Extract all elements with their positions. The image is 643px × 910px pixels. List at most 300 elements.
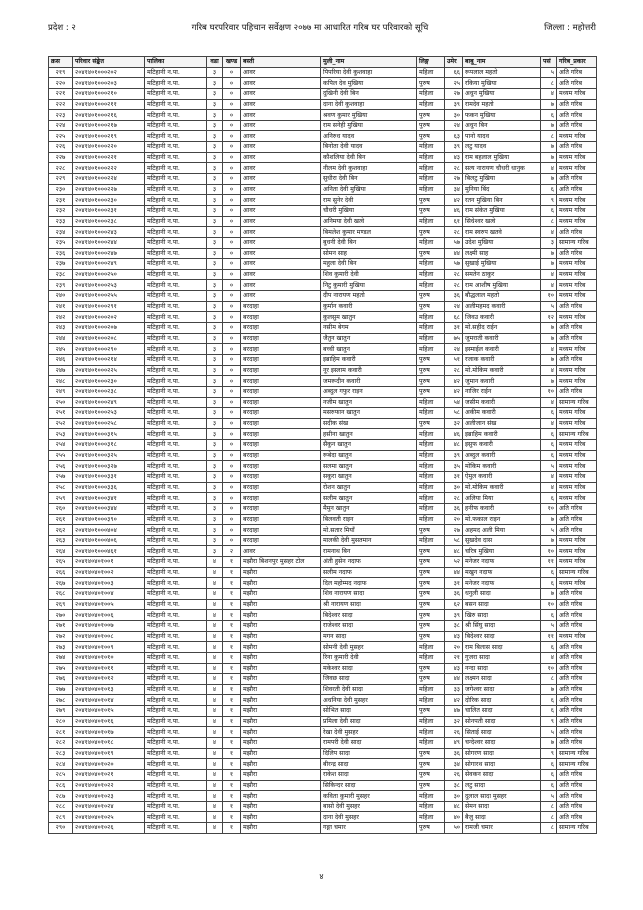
page-number: ४ bbox=[319, 872, 324, 881]
household-code-cell: २०४१४०१०००२५० bbox=[73, 269, 145, 280]
father-name-cell: बौद्धलाल महतो bbox=[463, 291, 541, 302]
block-cell: १ bbox=[223, 578, 241, 589]
family-size-cell: ५ bbox=[541, 525, 557, 536]
settlement-cell: आवर bbox=[241, 131, 321, 142]
head-name-cell: हसीना खातुन bbox=[321, 429, 417, 440]
head-name-cell: अनिमया देवी खत्वे bbox=[321, 216, 417, 227]
municipality-cell: मटिहानी न.पा. bbox=[145, 482, 207, 493]
father-name-cell: नन्दा सादा bbox=[463, 663, 541, 674]
father-name-cell: लटु यादव bbox=[463, 142, 541, 153]
poverty-type-cell: सामान्य गरिब bbox=[557, 748, 597, 759]
ward-cell: ३ bbox=[207, 78, 223, 89]
municipality-cell: मटिहानी न.पा. bbox=[145, 259, 207, 270]
ward-cell: ३ bbox=[207, 131, 223, 142]
household-code-cell: २०४१४०१०००२५८ bbox=[73, 418, 145, 429]
municipality-cell: मटिहानी न.पा. bbox=[145, 514, 207, 525]
block-cell: १ bbox=[223, 823, 241, 834]
father-name-cell: बिलटु मुखिया bbox=[463, 174, 541, 185]
father-name-cell: अलीमहमद कवारी bbox=[463, 301, 541, 312]
head-name-cell: शिव कुमारी देवी bbox=[321, 269, 417, 280]
age-cell: ३९ bbox=[445, 610, 463, 621]
gender-cell: पुरुष bbox=[417, 354, 445, 365]
settlement-cell: बरदाहा bbox=[241, 408, 321, 419]
age-cell: ३६ bbox=[445, 291, 463, 302]
ward-cell: ४ bbox=[207, 727, 223, 738]
serial-cell: २१९ bbox=[49, 67, 73, 78]
ward-cell: ३ bbox=[207, 142, 223, 153]
table-row bbox=[49, 354, 597, 365]
head-name-cell: अनिरुध यादव bbox=[321, 131, 417, 142]
age-cell: ४७ bbox=[445, 706, 463, 717]
settlement-cell: मझौरा bbox=[241, 695, 321, 706]
head-name-cell: सिकिन्दर सादा bbox=[321, 780, 417, 791]
block-cell: ० bbox=[223, 291, 241, 302]
settlement-cell: मझौरा bbox=[241, 823, 321, 834]
ward-cell: ४ bbox=[207, 738, 223, 749]
poverty-type-cell: अति गरिब bbox=[557, 227, 597, 238]
serial-cell: २२६ bbox=[49, 142, 73, 153]
father-name-cell: राम आशीष मुखिया bbox=[463, 280, 541, 291]
age-cell: २८ bbox=[445, 365, 463, 376]
municipality-cell: मटिहानी न.पा. bbox=[145, 88, 207, 99]
table-row bbox=[49, 174, 597, 185]
block-cell: ० bbox=[223, 440, 241, 451]
age-cell: ३६ bbox=[445, 503, 463, 514]
block-cell: ० bbox=[223, 525, 241, 536]
poverty-type-cell: अति गरिब bbox=[557, 323, 597, 334]
municipality-cell: मटिहानी न.पा. bbox=[145, 642, 207, 653]
table-row bbox=[49, 567, 597, 578]
gender-cell: पुरुष bbox=[417, 663, 445, 674]
father-name-cell: मो.फकाल राइन bbox=[463, 514, 541, 525]
family-size-cell: ५ bbox=[541, 620, 557, 631]
serial-cell: २४८ bbox=[49, 376, 73, 387]
ward-cell: ३ bbox=[207, 408, 223, 419]
municipality-cell: मटिहानी न.पा. bbox=[145, 525, 207, 536]
gender-cell: महिला bbox=[417, 684, 445, 695]
col-header: बाबु_नाम bbox=[463, 57, 541, 68]
table-row bbox=[49, 376, 597, 387]
block-cell: ० bbox=[223, 323, 241, 334]
poverty-type-cell: मध्यम गरिब bbox=[557, 450, 597, 461]
serial-cell: २३९ bbox=[49, 280, 73, 291]
household-code-cell: २०४१४०१०००२३० bbox=[73, 376, 145, 387]
settlement-cell: बरदाहा bbox=[241, 450, 321, 461]
settlement-cell: बरदाहा bbox=[241, 461, 321, 472]
head-name-cell: अब्दुल गफुर राइन bbox=[321, 386, 417, 397]
municipality-cell: मटिहानी न.पा. bbox=[145, 759, 207, 770]
page-header bbox=[48, 20, 596, 34]
age-cell: २८ bbox=[445, 269, 463, 280]
household-code-cell: २०४१४०४०१००७ bbox=[73, 620, 145, 631]
settlement-cell: बरदाहा bbox=[241, 312, 321, 323]
table-row bbox=[49, 674, 597, 685]
municipality-cell: मटिहानी न.पा. bbox=[145, 110, 207, 121]
head-name-cell: मैमुन खातुन bbox=[321, 503, 417, 514]
gender-cell: पुरुष bbox=[417, 291, 445, 302]
father-name-cell: बसन सादा bbox=[463, 599, 541, 610]
household-code-cell: २०४१४०१०००४०४ bbox=[73, 525, 145, 536]
poverty-type-cell: अति गरिब bbox=[557, 801, 597, 812]
block-cell: १ bbox=[223, 620, 241, 631]
ward-cell: ३ bbox=[207, 259, 223, 270]
household-code-cell: २०४१४०१०००४६१ bbox=[73, 546, 145, 557]
serial-cell: २७९ bbox=[49, 706, 73, 717]
family-size-cell: ६ bbox=[541, 567, 557, 578]
poverty-type-cell: अति गरिब bbox=[557, 525, 597, 536]
father-name-cell: पानो यादव bbox=[463, 131, 541, 142]
poverty-type-cell: सामान्य गरिब bbox=[557, 429, 597, 440]
serial-cell: २५४ bbox=[49, 440, 73, 451]
municipality-cell: मटिहानी न.पा. bbox=[145, 748, 207, 759]
father-name-cell: सत्य नारायण चौधरी धानुक bbox=[463, 163, 541, 174]
settlement-cell: आवर bbox=[241, 269, 321, 280]
household-code-cell: २०४१४०१०००२१० bbox=[73, 88, 145, 99]
age-cell: २७ bbox=[445, 174, 463, 185]
father-name-cell: जुमान कवारी bbox=[463, 376, 541, 387]
household-code-cell: २०४१४०१०००४०६ bbox=[73, 535, 145, 546]
block-cell: ० bbox=[223, 67, 241, 78]
gender-cell: पुरुष bbox=[417, 759, 445, 770]
block-cell: ० bbox=[223, 152, 241, 163]
block-cell: १ bbox=[223, 599, 241, 610]
head-name-cell: कुलसुम खातुन bbox=[321, 312, 417, 323]
settlement-cell: आवर bbox=[241, 195, 321, 206]
household-code-cell: २०४१४०१०००२५३ bbox=[73, 408, 145, 419]
municipality-cell: मटिहानी न.पा. bbox=[145, 386, 207, 397]
age-cell: ३८ bbox=[445, 780, 463, 791]
poverty-type-cell: अति गरिब bbox=[557, 589, 597, 600]
poverty-type-cell: मध्यम गरिब bbox=[557, 535, 597, 546]
household-code-cell: २०४१४०१०००३९० bbox=[73, 514, 145, 525]
serial-cell: २३४ bbox=[49, 227, 73, 238]
gender-cell: महिला bbox=[417, 397, 445, 408]
settlement-cell: बरदाहा bbox=[241, 429, 321, 440]
settlement-cell: आवर bbox=[241, 78, 321, 89]
settlement-cell: मझौरा bbox=[241, 652, 321, 663]
father-name-cell: इब्राहिम कवारी bbox=[463, 429, 541, 440]
family-size-cell: ५ bbox=[541, 67, 557, 78]
gender-cell: महिला bbox=[417, 652, 445, 663]
household-code-cell: २०४१४०१०००२१६ bbox=[73, 110, 145, 121]
municipality-cell: मटिहानी न.पा. bbox=[145, 280, 207, 291]
block-cell: ० bbox=[223, 280, 241, 291]
gender-cell: पुरुष bbox=[417, 620, 445, 631]
head-name-cell: इब्राहिम कवारी bbox=[321, 354, 417, 365]
serial-cell: २६६ bbox=[49, 567, 73, 578]
gender-cell: महिला bbox=[417, 237, 445, 248]
settlement-cell: मझौरा bbox=[241, 706, 321, 717]
father-name-cell: बिदेश्वर सादा bbox=[463, 631, 541, 642]
poverty-type-cell: सामान्य गरिब bbox=[557, 237, 597, 248]
age-cell: ४८ bbox=[445, 801, 463, 812]
municipality-cell: मटिहानी न.पा. bbox=[145, 205, 207, 216]
father-name-cell: मनेजर नदाफ bbox=[463, 557, 541, 568]
serial-cell: २७४ bbox=[49, 652, 73, 663]
poverty-type-cell: अति गरिब bbox=[557, 110, 597, 121]
table-row bbox=[49, 88, 597, 99]
ward-cell: ३ bbox=[207, 174, 223, 185]
ward-cell: ४ bbox=[207, 557, 223, 568]
block-cell: ० bbox=[223, 354, 241, 365]
table-row bbox=[49, 216, 597, 227]
ward-cell: ३ bbox=[207, 280, 223, 291]
family-size-cell: १० bbox=[541, 386, 557, 397]
family-size-cell: ६ bbox=[541, 695, 557, 706]
head-name-cell: सलीम नदाफ bbox=[321, 567, 417, 578]
father-name-cell: मो.मोकिम कवारी bbox=[463, 482, 541, 493]
ward-cell: ३ bbox=[207, 535, 223, 546]
col-header: क्रस bbox=[49, 57, 73, 68]
age-cell: ३४ bbox=[445, 759, 463, 770]
municipality-cell: मटिहानी न.पा. bbox=[145, 567, 207, 578]
family-size-cell: ८ bbox=[541, 216, 557, 227]
head-name-cell: मसरुफान खातुन bbox=[321, 408, 417, 419]
settlement-cell: बरदाहा bbox=[241, 440, 321, 451]
father-name-cell: दुलाल सादा मुसहर bbox=[463, 791, 541, 802]
household-code-cell: २०४१४०१०००२१७ bbox=[73, 120, 145, 131]
age-cell: २४ bbox=[445, 301, 463, 312]
block-cell: ० bbox=[223, 397, 241, 408]
poverty-type-cell: मध्यम गरिब bbox=[557, 195, 597, 206]
gender-cell: पुरुष bbox=[417, 631, 445, 642]
father-name-cell: रजाक कवारी bbox=[463, 354, 541, 365]
block-cell: १ bbox=[223, 716, 241, 727]
settlement-cell: मझौरा bbox=[241, 801, 321, 812]
household-code-cell: २०४१४०४०१०११ bbox=[73, 663, 145, 674]
poverty-type-cell: अति गरिब bbox=[557, 514, 597, 525]
household-code-cell: २०४१४०१०००३४४ bbox=[73, 503, 145, 514]
head-name-cell: नूर इस्लाम कवारी bbox=[321, 365, 417, 376]
household-code-cell: २०४१४०१०००३१५ bbox=[73, 429, 145, 440]
family-size-cell: ४ bbox=[541, 163, 557, 174]
settlement-cell: बरदाहा bbox=[241, 323, 321, 334]
municipality-cell: मटिहानी न.पा. bbox=[145, 174, 207, 185]
head-name-cell: निटु कुमारी मुखिया bbox=[321, 280, 417, 291]
ward-cell: ४ bbox=[207, 791, 223, 802]
serial-cell: २६१ bbox=[49, 514, 73, 525]
block-cell: १ bbox=[223, 738, 241, 749]
poverty-type-cell: अति गरिब bbox=[557, 642, 597, 653]
father-name-cell: राम बिलास सादा bbox=[463, 642, 541, 653]
gender-cell: महिला bbox=[417, 142, 445, 153]
family-size-cell: ६ bbox=[541, 769, 557, 780]
table-row bbox=[49, 227, 597, 238]
head-name-cell: राकेश सादा bbox=[321, 769, 417, 780]
poverty-type-cell: सामान्य गरिब bbox=[557, 823, 597, 834]
block-cell: ० bbox=[223, 269, 241, 280]
settlement-cell: बरदाहा bbox=[241, 301, 321, 312]
settlement-cell: मझौरा bbox=[241, 812, 321, 823]
ward-cell: ४ bbox=[207, 801, 223, 812]
family-size-cell: ७ bbox=[541, 142, 557, 153]
head-name-cell: राजेश्वर सादा bbox=[321, 620, 417, 631]
head-name-cell: दिल महोम्मद नदाफ bbox=[321, 578, 417, 589]
poverty-type-cell: मध्यम गरिब bbox=[557, 440, 597, 451]
settlement-cell: बरदाहा bbox=[241, 482, 321, 493]
settlement-cell: मझौरा bbox=[241, 589, 321, 600]
ward-cell: ४ bbox=[207, 780, 223, 791]
head-name-cell: बिदेश्वर सादा bbox=[321, 610, 417, 621]
settlement-cell: मझौरा bbox=[241, 620, 321, 631]
father-name-cell: अधुन मुखिया bbox=[463, 88, 541, 99]
head-name-cell: जमरूदीन कवारी bbox=[321, 376, 417, 387]
father-name-cell: नाजिर राईन bbox=[463, 386, 541, 397]
poverty-type-cell: अति गरिब bbox=[557, 99, 597, 110]
head-name-cell: सैकुन खातुन bbox=[321, 440, 417, 451]
gender-cell: महिला bbox=[417, 163, 445, 174]
settlement-cell: बरदाहा bbox=[241, 471, 321, 482]
ward-cell: ३ bbox=[207, 376, 223, 387]
family-size-cell: ७ bbox=[541, 323, 557, 334]
municipality-cell: मटिहानी न.पा. bbox=[145, 67, 207, 78]
table-row bbox=[49, 67, 597, 78]
table-row bbox=[49, 493, 597, 504]
household-code-cell: २०४१४०४०१०२३ bbox=[73, 791, 145, 802]
head-name-cell: रूबेदा खातुन bbox=[321, 450, 417, 461]
gender-cell: महिला bbox=[417, 461, 445, 472]
table-row bbox=[49, 461, 597, 472]
block-cell: १ bbox=[223, 780, 241, 791]
head-name-cell: मगन सादा bbox=[321, 631, 417, 642]
father-name-cell: सुखदेव दास bbox=[463, 535, 541, 546]
age-cell: ४४ bbox=[445, 674, 463, 685]
table-row bbox=[49, 99, 597, 110]
block-cell: ० bbox=[223, 174, 241, 185]
father-name-cell: इसुफ कवारी bbox=[463, 440, 541, 451]
ward-cell: ३ bbox=[207, 365, 223, 376]
table-row bbox=[49, 259, 597, 270]
head-name-cell: दीप नारायण महतो bbox=[321, 291, 417, 302]
poverty-type-cell: अति गरिब bbox=[557, 727, 597, 738]
municipality-cell: मटिहानी न.पा. bbox=[145, 354, 207, 365]
block-cell: ० bbox=[223, 216, 241, 227]
father-name-cell: रूपलाल महतो bbox=[463, 67, 541, 78]
gender-cell: पुरुष bbox=[417, 120, 445, 131]
municipality-cell: मटिहानी न.पा. bbox=[145, 589, 207, 600]
ward-cell: ३ bbox=[207, 386, 223, 397]
father-name-cell: मो.मोकिम कवारी bbox=[463, 365, 541, 376]
poverty-type-cell: अति गरिब bbox=[557, 652, 597, 663]
family-size-cell: ७ bbox=[541, 152, 557, 163]
settlement-cell: आवर bbox=[241, 174, 321, 185]
family-size-cell: ७ bbox=[541, 684, 557, 695]
table-row bbox=[49, 631, 597, 642]
household-code-cell: २०४१४०४०१०१४ bbox=[73, 695, 145, 706]
age-cell: ४२ bbox=[445, 195, 463, 206]
poverty-type-cell: मध्यम गरिब bbox=[557, 418, 597, 429]
block-cell: १ bbox=[223, 769, 241, 780]
serial-cell: २८७ bbox=[49, 791, 73, 802]
ward-cell: ३ bbox=[207, 471, 223, 482]
age-cell: ३८ bbox=[445, 620, 463, 631]
family-size-cell: ५ bbox=[541, 301, 557, 312]
head-name-cell: अंती हुसेन नदाफ bbox=[321, 557, 417, 568]
serial-cell: २७५ bbox=[49, 663, 73, 674]
ward-cell: ३ bbox=[207, 503, 223, 514]
table-row bbox=[49, 535, 597, 546]
father-name-cell: राम बहलाल मुखिया bbox=[463, 152, 541, 163]
municipality-cell: मटिहानी न.पा. bbox=[145, 227, 207, 238]
municipality-cell: मटिहानी न.पा. bbox=[145, 195, 207, 206]
municipality-cell: मटिहानी न.पा. bbox=[145, 706, 207, 717]
ward-cell: ३ bbox=[207, 333, 223, 344]
municipality-cell: मटिहानी न.पा. bbox=[145, 440, 207, 451]
father-name-cell: उदेश मुखिया bbox=[463, 237, 541, 248]
father-name-cell: लक्ष्मी साह bbox=[463, 248, 541, 259]
father-name-cell: जसीम कवारी bbox=[463, 397, 541, 408]
serial-cell: २६० bbox=[49, 503, 73, 514]
head-name-cell: सकुरा खातुन bbox=[321, 471, 417, 482]
head-name-cell: शिवरती देवी सादा bbox=[321, 684, 417, 695]
block-cell: ० bbox=[223, 344, 241, 355]
ward-cell: ३ bbox=[207, 291, 223, 302]
gender-cell: महिला bbox=[417, 312, 445, 323]
poverty-type-cell: अति गरिब bbox=[557, 812, 597, 823]
age-cell: ३० bbox=[445, 482, 463, 493]
age-cell: ५४ bbox=[445, 397, 463, 408]
table-row bbox=[49, 120, 597, 131]
father-name-cell: मो.सहीद राईन bbox=[463, 323, 541, 334]
table-row bbox=[49, 610, 597, 621]
serial-cell: २५२ bbox=[49, 418, 73, 429]
father-name-cell: इस्माईल कवारी bbox=[463, 344, 541, 355]
settlement-cell: बरदाहा bbox=[241, 365, 321, 376]
poverty-type-cell: मध्यम गरिब bbox=[557, 578, 597, 589]
municipality-cell: मटिहानी न.पा. bbox=[145, 631, 207, 642]
col-header: लिङ्ग bbox=[417, 57, 445, 68]
municipality-cell: मटिहानी न.पा. bbox=[145, 461, 207, 472]
family-size-cell: ६ bbox=[541, 706, 557, 717]
block-cell: ० bbox=[223, 184, 241, 195]
municipality-cell: मटिहानी न.पा. bbox=[145, 727, 207, 738]
household-code-cell: २०४१४०१०००२०३ bbox=[73, 78, 145, 89]
gender-cell: महिला bbox=[417, 429, 445, 440]
table-row bbox=[49, 642, 597, 653]
block-cell: ० bbox=[223, 78, 241, 89]
serial-cell: २६५ bbox=[49, 557, 73, 568]
settlement-cell: आवर bbox=[241, 67, 321, 78]
gender-cell: महिला bbox=[417, 323, 445, 334]
age-cell: ६३ bbox=[445, 131, 463, 142]
settlement-cell: बरदाहा bbox=[241, 344, 321, 355]
table-row bbox=[49, 738, 597, 749]
father-name-cell: सिधेश्वर खत्वे bbox=[463, 216, 541, 227]
ward-cell: ४ bbox=[207, 610, 223, 621]
gender-cell: महिला bbox=[417, 269, 445, 280]
age-cell: ५७ bbox=[445, 259, 463, 270]
head-name-cell: दाना देवी कुशवाहा bbox=[321, 99, 417, 110]
age-cell: ४० bbox=[445, 812, 463, 823]
table-row bbox=[49, 110, 597, 121]
father-name-cell: अकीम कवारी bbox=[463, 408, 541, 419]
settlement-cell: आवर bbox=[241, 280, 321, 291]
gender-cell: पुरुष bbox=[417, 748, 445, 759]
table-row bbox=[49, 663, 597, 674]
poverty-type-cell: मध्यम गरिब bbox=[557, 152, 597, 163]
settlement-cell: बरदाहा bbox=[241, 397, 321, 408]
ward-cell: ४ bbox=[207, 567, 223, 578]
settlement-cell: मझौरा bbox=[241, 674, 321, 685]
block-cell: १ bbox=[223, 801, 241, 812]
serial-cell: २५३ bbox=[49, 429, 73, 440]
municipality-cell: मटिहानी न.पा. bbox=[145, 780, 207, 791]
ward-cell: ४ bbox=[207, 759, 223, 770]
father-name-cell: रतन मुखिया बिन bbox=[463, 195, 541, 206]
poverty-type-cell: मध्यम गरिब bbox=[557, 631, 597, 642]
block-cell: ० bbox=[223, 471, 241, 482]
table-row bbox=[49, 578, 597, 589]
